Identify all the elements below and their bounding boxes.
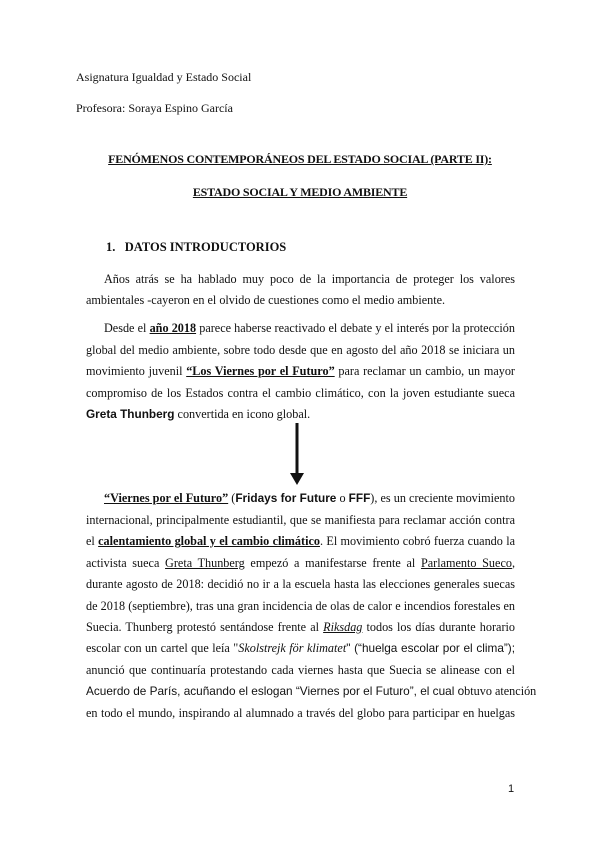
arrow-down-icon: [290, 423, 304, 485]
swedish-parliament-link: Parlamento Sueco: [420, 556, 512, 570]
paragraph-2-line-5: Greta Thunberg convertida en icono global.: [86, 407, 311, 421]
page-number: 1: [508, 783, 515, 795]
paragraph-3-line-10: Acuerdo de París, acuñando el eslogan “Viernes por el Futuro”, el cual obtuvo atención: [86, 684, 537, 698]
professor-name: Profesora: Soraya Espino García: [76, 101, 233, 115]
paragraph-3-line-9: anunció que continuaría protestando cada viernes hasta que Suecia se alinease con el: [86, 663, 515, 677]
document-subtitle: ESTADO SOCIAL Y MEDIO AMBIENTE: [192, 185, 408, 199]
movement-name-highlight: “Los Viernes por el Futuro”: [186, 364, 335, 378]
section-title: DATOS INTRODUCTORIOS: [124, 240, 287, 254]
year-2018-highlight: año 2018: [149, 321, 197, 335]
paragraph-2-line-2: global del medio ambiente, sobre todo desde que en agosto del año 2018 se iniciara un: [86, 343, 515, 357]
paragraph-3-line-5: durante agosto de 2018: decidió no ir a la escuela hasta las elecciones generales suecas: [86, 577, 515, 591]
paragraph-3-line-1: “Viernes por el Futuro” (Fridays for Future o FFF), es un creciente movimiento: [104, 491, 516, 505]
riksdag-link: Riksdag: [323, 620, 363, 634]
greta-thunberg-highlight: Greta Thunberg: [86, 407, 175, 421]
paragraph-1-line-1: Años atrás se ha hablado muy poco de la importancia de proteger los valores: [104, 272, 515, 286]
paragraph-2-line-1: Desde el año 2018 parece haberse reactivado el debate y el interés por la protección: [104, 321, 515, 335]
paragraph-3-line-3: el calentamiento global y el cambio climático. El movimiento cobró fuerza cuando la: [86, 534, 515, 548]
paragraph-1-line-2: ambientales -cayeron en el olvido de cuestiones como el medio ambiente.: [86, 293, 446, 307]
fridays-for-future-title: “Viernes por el Futuro”: [104, 491, 229, 505]
paragraph-3-line-7: Suecia. Thunberg protestó sentándose frente al Riksdag todos los días durante horario: [86, 620, 515, 634]
paragraph-3-line-11: en todo el mundo, inspirando al alumnado a través del globo para participar en huelgas: [86, 706, 515, 720]
paragraph-3-line-6: de 2018 (septiembre), tras una gran incidencia de olas de calor e incendios forestales en: [86, 599, 515, 613]
document-title: FENÓMENOS CONTEMPORÁNEOS DEL ESTADO SOCIAL (PARTE II):: [108, 152, 492, 166]
paragraph-2-line-3: movimiento juvenil “Los Viernes por el Futuro” para reclamar un cambio, un mayor: [86, 364, 515, 378]
paragraph-3-line-2: internacional, principalmente estudiantil, que se manifiesta para reclamar acción contra: [86, 513, 515, 527]
paragraph-3-line-4: activista sueca Greta Thunberg empezó a manifestarse frente al Parlamento Sueco,: [86, 556, 515, 570]
paragraph-2-line-4: compromiso de los Estados contra el cambio climático, con la joven estudiante sueca: [86, 386, 515, 400]
course-name: Asignatura Igualdad y Estado Social: [76, 70, 252, 84]
section-number: 1.: [106, 240, 116, 254]
greta-thunberg-link: Greta Thunberg: [165, 556, 245, 570]
global-warming-link: calentamiento global y el cambio climático: [98, 534, 320, 548]
section-heading: [106, 240, 286, 255]
paragraph-3-line-8: escolar con un cartel que leía "Skolstrejk för klimatet" (“huelga escolar por el clima”);: [86, 641, 516, 655]
skolstrejk-quote: Skolstrejk för klimatet: [238, 641, 347, 655]
